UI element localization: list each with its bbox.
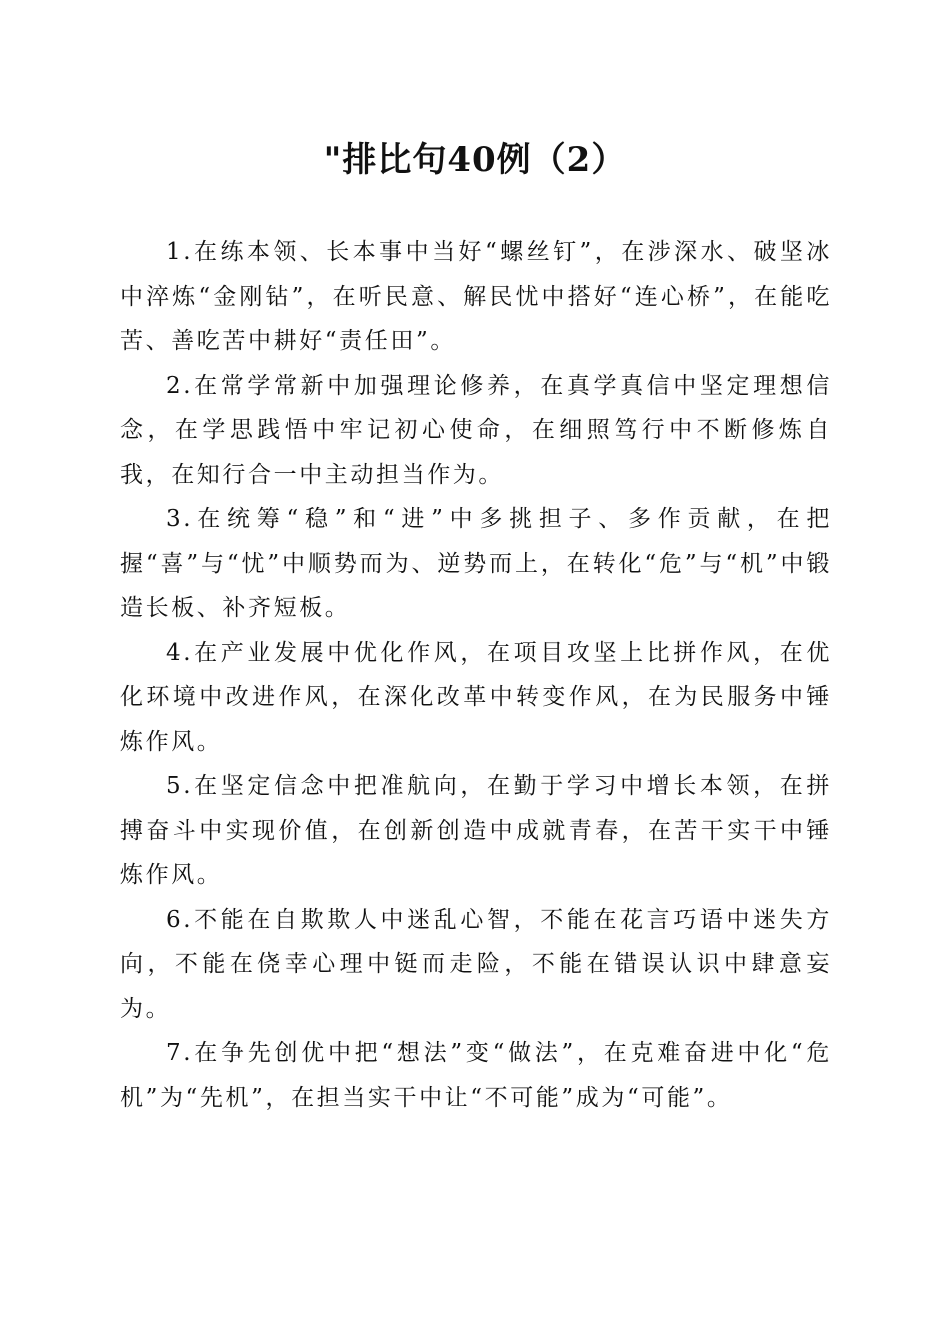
- list-item: 1.在练本领、长本事中当好“螺丝钉”，在涉深水、破坚冰中淬炼“金刚钻”，在听民意、解民忧中搭好“连心桥”，在能吃苦、善吃苦中耕好“责任田”。: [120, 239, 832, 354]
- list-item: 3.在统筹“稳”和“进”中多挑担子、多作贡献，在把握“喜”与“忧”中顺势而为、逆势而上，在转化“危”与“机”中锻造长板、补齐短板。: [120, 506, 832, 621]
- list-item: 6.不能在自欺欺人中迷乱心智，不能在花言巧语中迷失方向，不能在侥幸心理中铤而走险，不能在错误认识中肆意妄为。: [120, 906, 832, 1022]
- list-item: 4.在产业发展中优化作风，在项目攻坚上比拼作风，在优化环境中改进作风，在深化改革中转变作风，在为民服务中锤炼作风。: [120, 639, 832, 755]
- document-body: [120, 230, 832, 1120]
- list-item: 7.在争先创优中把“想法”变“做法”，在克难奋进中化“危机”为“先机”，在担当实干中让“不可能”成为“可能”。: [120, 1040, 832, 1111]
- list-item: 5.在坚定信念中把准航向，在勤于学习中增长本领，在拼搏奋斗中实现价值，在创新创造中成就青春，在苦干实干中锤炼作风。: [120, 773, 832, 888]
- document-title: "排比句40例（2）: [323, 140, 627, 180]
- list-item: 2.在常学常新中加强理论修养，在真学真信中坚定理想信念，在学思践悟中牢记初心使命，在细照笃行中不断修炼自我，在知行合一中主动担当作为。: [120, 372, 832, 488]
